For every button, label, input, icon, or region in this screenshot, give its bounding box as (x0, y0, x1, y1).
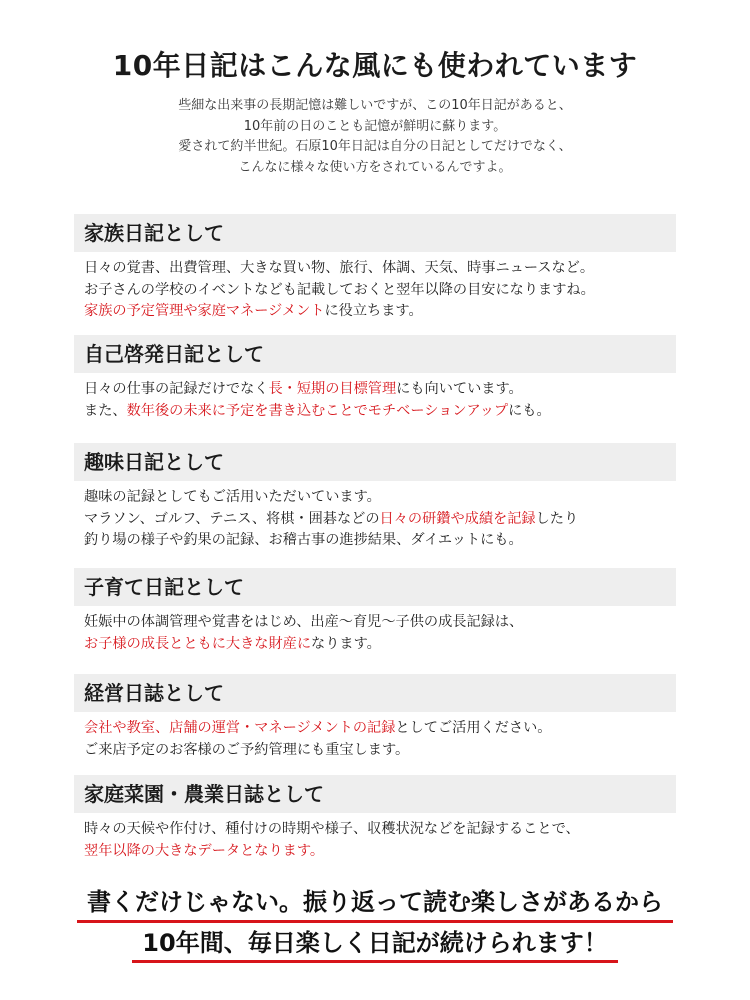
text-segment: また、 (84, 402, 127, 419)
text-segment: ご来店予定のお客様のご予約管理にも重宝します。 (84, 741, 410, 758)
section-line (84, 841, 676, 863)
highlight-text: 翌年以降の大きなデータとなります。 (84, 842, 325, 859)
text-segment: なります。 (311, 635, 381, 652)
highlight-text: 数年後の未来に予定を書き込むことでモチベーションアップ (126, 402, 509, 419)
highlight-text: 長・短期の目標管理 (268, 381, 397, 397)
closing-line: 書くだけじゃない。振り返って読む楽しさがあるから (87, 888, 663, 916)
section-line (84, 258, 676, 280)
section-body (74, 258, 676, 323)
highlight-text: お子様の成長とともに大きな財産に (84, 635, 312, 652)
text-segment: 日々の仕事の記録だけでなく (84, 381, 269, 397)
intro-line: 些細な出来事の長期記憶は難しいですが、この10年日記があると、 (178, 98, 572, 113)
intro-text (0, 96, 750, 178)
section-line (84, 301, 676, 323)
section-hobby-diary (74, 443, 676, 552)
section-body (74, 379, 676, 422)
section-heading: 家庭菜園・農業日誌として (74, 775, 676, 813)
text-segment: としてご活用ください。 (395, 720, 552, 736)
highlight-text: 会社や教室、店舗の運営・マネージメントの記録 (84, 720, 396, 736)
section-line (84, 401, 676, 423)
section-heading: 経営日誌として (74, 674, 676, 712)
section-line (84, 530, 676, 552)
text-segment: 日々の覚書、出費管理、大きな買い物、旅行、体調、天気、時事ニュースなど。 (84, 260, 595, 276)
section-line (84, 379, 676, 401)
intro-line: 10年前の日のことも記憶が鮮明に蘇ります。 (243, 118, 507, 134)
red-underline (132, 960, 618, 963)
section-line (84, 612, 676, 634)
closing-message (0, 927, 750, 959)
section-line (84, 819, 676, 841)
section-heading: 家族日記として (74, 214, 676, 252)
red-underline (77, 920, 673, 923)
closing-line: 10年間、毎日楽しく日記が続けられます！ (142, 929, 608, 957)
text-segment: マラソン、ゴルフ、テニス、将棋・囲碁などの (84, 510, 380, 527)
page-title: 10年日記はこんな風にも使われています (112, 49, 638, 82)
section-body (74, 487, 676, 552)
section-line (84, 740, 676, 762)
section-line (84, 634, 676, 656)
section-line (84, 718, 676, 740)
text-segment: にも向いています。 (396, 381, 523, 397)
text-segment: にも。 (508, 402, 551, 419)
section-self-development-diary (74, 335, 676, 422)
text-segment: に役立ちます。 (324, 303, 423, 319)
section-body (74, 819, 676, 862)
section-line (84, 487, 676, 509)
text-segment: したり (535, 510, 579, 527)
intro-line: 愛されて約半世紀。石原10年日記は自分の日記としてだけでなく、 (178, 139, 572, 154)
text-segment: 趣味の記録としてもご活用いただいています。 (84, 489, 381, 505)
section-heading: 子育て日記として (74, 568, 676, 606)
section-garden-farm-journal (74, 775, 676, 862)
text-segment: 釣り場の様子や釣果の記録、お稽古事の進捗結果、ダイエットにも。 (84, 532, 523, 548)
intro-line: こんなに様々な使い方をされているんですよ。 (238, 159, 512, 175)
section-body (74, 612, 676, 655)
highlight-text: 日々の研鑽や成績を記録 (379, 510, 536, 527)
section-heading: 趣味日記として (74, 443, 676, 481)
section-family-diary (74, 214, 676, 323)
section-body (74, 718, 676, 761)
section-parenting-diary (74, 568, 676, 655)
text-segment: お子さんの学校のイベントなども記載しておくと翌年以降の目安になりますね。 (84, 281, 595, 298)
section-line (84, 280, 676, 302)
text-segment: 妊娠中の体調管理や覚書をはじめ、出産～育児～子供の成長記録は、 (84, 614, 524, 630)
section-line (84, 509, 676, 531)
text-segment: 時々の天候や作付け、種付けの時期や様子、収穫状況などを記録することで、 (84, 821, 580, 837)
highlight-text: 家族の予定管理や家庭マネージメント (84, 303, 325, 319)
section-business-journal (74, 674, 676, 761)
closing-message (0, 886, 750, 918)
section-heading: 自己啓発日記として (74, 335, 676, 373)
